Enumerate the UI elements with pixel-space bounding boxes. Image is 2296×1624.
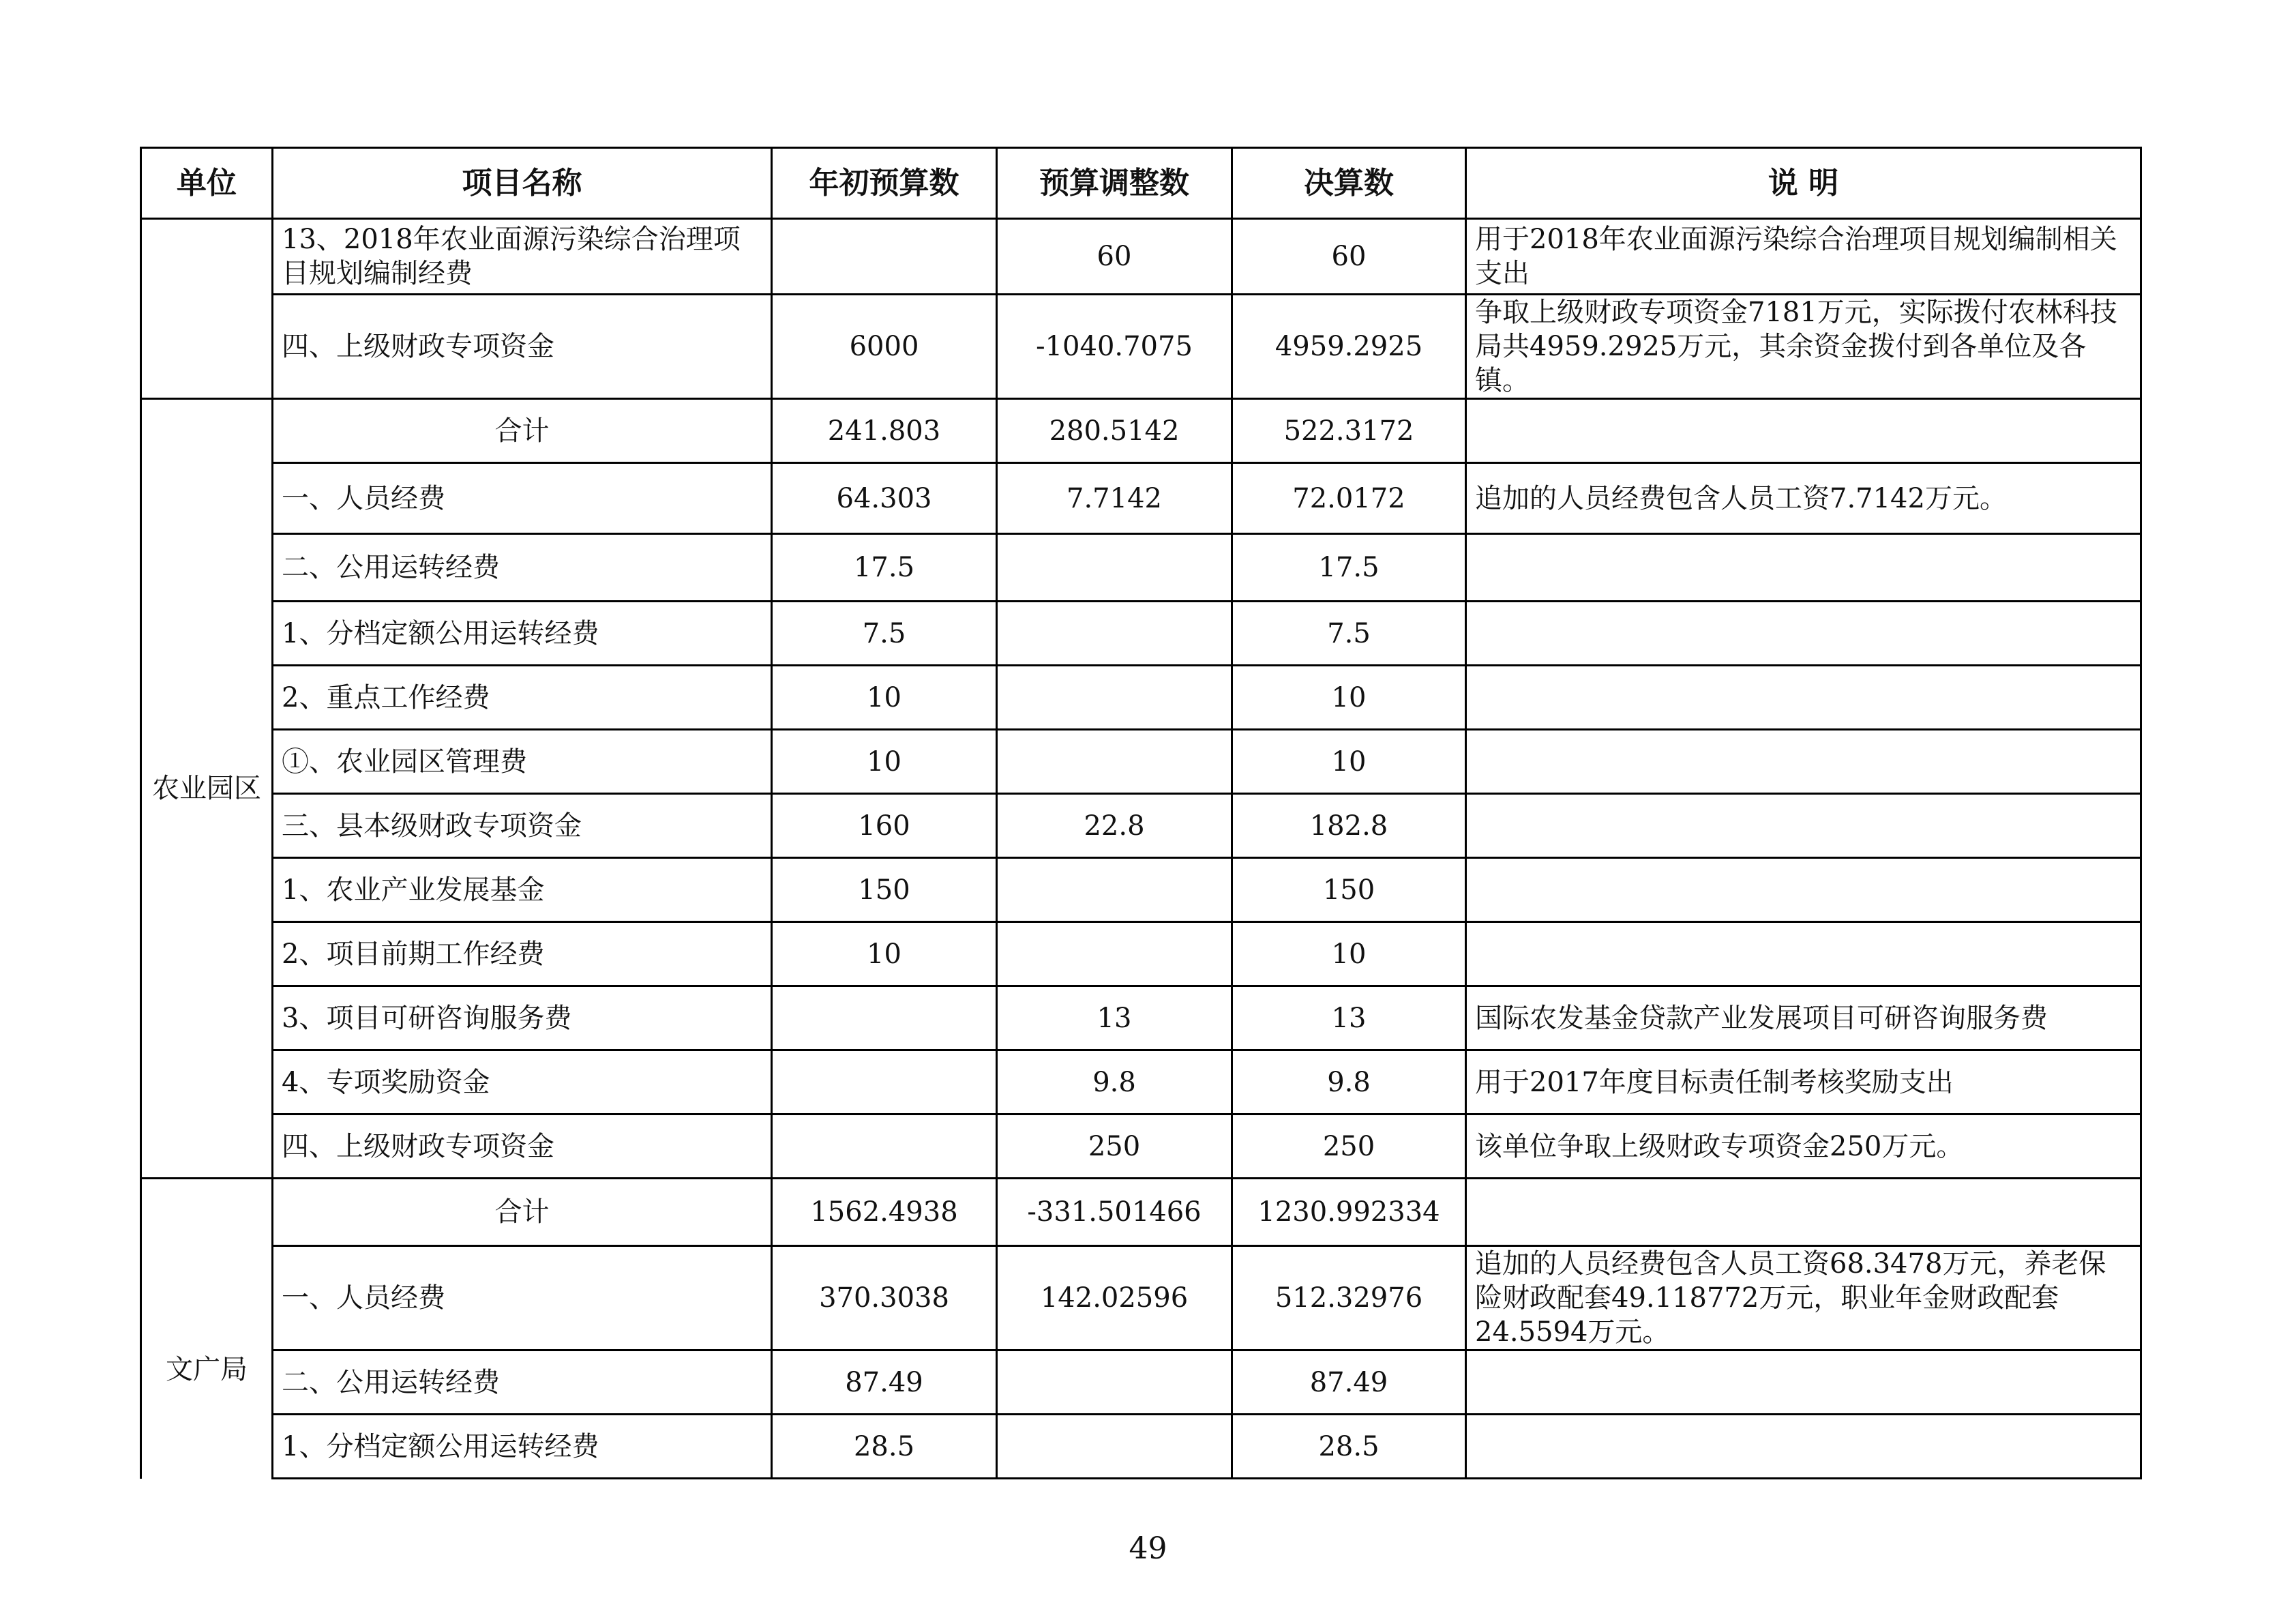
table-row	[141, 219, 2141, 295]
table-row	[141, 1179, 2141, 1246]
initial-budget: 6000	[772, 295, 997, 399]
project-name: 合计	[273, 1179, 772, 1246]
initial-budget	[772, 219, 997, 295]
note	[1466, 730, 2141, 794]
budget-adjustment	[997, 602, 1232, 666]
initial-budget: 10	[772, 730, 997, 794]
initial-budget: 64.303	[772, 463, 997, 534]
final-account: 4959.2925	[1232, 295, 1466, 399]
project-name: 四、上级财政专项资金	[273, 1114, 772, 1179]
header-note: 说 明	[1466, 148, 2141, 219]
table-row	[141, 794, 2141, 858]
note: 用于2017年度目标责任制考核奖励支出	[1466, 1050, 2141, 1114]
final-account: 9.8	[1232, 1050, 1466, 1114]
table-row	[141, 399, 2141, 463]
final-account: 72.0172	[1232, 463, 1466, 534]
header-final-account: 决算数	[1232, 148, 1466, 219]
initial-budget: 17.5	[772, 534, 997, 602]
note	[1466, 666, 2141, 730]
note	[1466, 1350, 2141, 1415]
final-account: 7.5	[1232, 602, 1466, 666]
table-header-row	[141, 148, 2141, 219]
unit-cell: 农业园区	[141, 399, 273, 1179]
header-initial-budget: 年初预算数	[772, 148, 997, 219]
final-account: 150	[1232, 858, 1466, 922]
initial-budget: 10	[772, 922, 997, 986]
final-account: 13	[1232, 986, 1466, 1050]
project-name: 一、人员经费	[273, 1246, 772, 1350]
project-name: 13、2018年农业面源污染综合治理项目规划编制经费	[273, 219, 772, 295]
project-name: 二、公用运转经费	[273, 1350, 772, 1415]
budget-adjustment: 250	[997, 1114, 1232, 1179]
budget-adjustment: 9.8	[997, 1050, 1232, 1114]
initial-budget: 1562.4938	[772, 1179, 997, 1246]
note: 国际农发基金贷款产业发展项目可研咨询服务费	[1466, 986, 2141, 1050]
table-row	[141, 730, 2141, 794]
final-account: 28.5	[1232, 1415, 1466, 1479]
table-row	[141, 463, 2141, 534]
project-name: 三、县本级财政专项资金	[273, 794, 772, 858]
note	[1466, 1179, 2141, 1246]
note: 追加的人员经费包含人员工资68.3478万元，养老保险财政配套49.118772万元，职业年金财政配套24.5594万元。	[1466, 1246, 2141, 1350]
budget-adjustment	[997, 666, 1232, 730]
budget-adjustment: -331.501466	[997, 1179, 1232, 1246]
note: 用于2018年农业面源污染综合治理项目规划编制相关支出	[1466, 219, 2141, 295]
table-row	[141, 922, 2141, 986]
initial-budget: 370.3038	[772, 1246, 997, 1350]
initial-budget: 28.5	[772, 1415, 997, 1479]
final-account: 87.49	[1232, 1350, 1466, 1415]
project-name: 1、分档定额公用运转经费	[273, 602, 772, 666]
project-name: 4、专项奖励资金	[273, 1050, 772, 1114]
initial-budget	[772, 986, 997, 1050]
final-account: 60	[1232, 219, 1466, 295]
note	[1466, 922, 2141, 986]
budget-adjustment	[997, 858, 1232, 922]
final-account: 182.8	[1232, 794, 1466, 858]
initial-budget: 160	[772, 794, 997, 858]
header-budget-adjustment: 预算调整数	[997, 148, 1232, 219]
table-row	[141, 295, 2141, 399]
project-name: 一、人员经费	[273, 463, 772, 534]
project-name: 1、农业产业发展基金	[273, 858, 772, 922]
budget-adjustment: 22.8	[997, 794, 1232, 858]
note: 追加的人员经费包含人员工资7.7142万元。	[1466, 463, 2141, 534]
header-project-name: 项目名称	[273, 148, 772, 219]
table-row	[141, 1114, 2141, 1179]
table-row	[141, 1246, 2141, 1350]
final-account: 250	[1232, 1114, 1466, 1179]
project-name: 2、重点工作经费	[273, 666, 772, 730]
final-account: 512.32976	[1232, 1246, 1466, 1350]
table-row	[141, 986, 2141, 1050]
initial-budget	[772, 1114, 997, 1179]
budget-table	[140, 147, 2142, 1479]
project-name: ①、农业园区管理费	[273, 730, 772, 794]
note	[1466, 534, 2141, 602]
initial-budget: 7.5	[772, 602, 997, 666]
table-row	[141, 666, 2141, 730]
final-account: 17.5	[1232, 534, 1466, 602]
budget-adjustment	[997, 534, 1232, 602]
table-row	[141, 534, 2141, 602]
project-name: 二、公用运转经费	[273, 534, 772, 602]
budget-adjustment: 7.7142	[997, 463, 1232, 534]
budget-adjustment	[997, 1350, 1232, 1415]
note	[1466, 399, 2141, 463]
table-row	[141, 1350, 2141, 1415]
budget-adjustment: 60	[997, 219, 1232, 295]
table-row	[141, 1050, 2141, 1114]
final-account: 10	[1232, 922, 1466, 986]
note	[1466, 1415, 2141, 1479]
table-row	[141, 602, 2141, 666]
final-account: 10	[1232, 666, 1466, 730]
unit-cell-continued	[141, 219, 273, 399]
note	[1466, 858, 2141, 922]
final-account: 1230.992334	[1232, 1179, 1466, 1246]
table-row	[141, 858, 2141, 922]
final-account: 522.3172	[1232, 399, 1466, 463]
note: 争取上级财政专项资金7181万元，实际拨付农林科技局共4959.2925万元，其余资金拨付到各单位及各镇。	[1466, 295, 2141, 399]
budget-adjustment: 142.02596	[997, 1246, 1232, 1350]
initial-budget: 150	[772, 858, 997, 922]
table-row	[141, 1415, 2141, 1479]
budget-adjustment	[997, 1415, 1232, 1479]
project-name: 2、项目前期工作经费	[273, 922, 772, 986]
initial-budget: 87.49	[772, 1350, 997, 1415]
initial-budget: 10	[772, 666, 997, 730]
budget-adjustment: -1040.7075	[997, 295, 1232, 399]
page-number: 49	[1129, 1531, 1167, 1566]
initial-budget	[772, 1050, 997, 1114]
note: 该单位争取上级财政专项资金250万元。	[1466, 1114, 2141, 1179]
budget-adjustment: 13	[997, 986, 1232, 1050]
project-name: 3、项目可研咨询服务费	[273, 986, 772, 1050]
header-unit: 单位	[141, 148, 273, 219]
project-name: 1、分档定额公用运转经费	[273, 1415, 772, 1479]
initial-budget: 241.803	[772, 399, 997, 463]
note	[1466, 794, 2141, 858]
budget-adjustment: 280.5142	[997, 399, 1232, 463]
final-account: 10	[1232, 730, 1466, 794]
project-name: 合计	[273, 399, 772, 463]
note	[1466, 602, 2141, 666]
budget-adjustment	[997, 730, 1232, 794]
budget-adjustment	[997, 922, 1232, 986]
project-name: 四、上级财政专项资金	[273, 295, 772, 399]
unit-cell: 文广局	[141, 1179, 273, 1479]
